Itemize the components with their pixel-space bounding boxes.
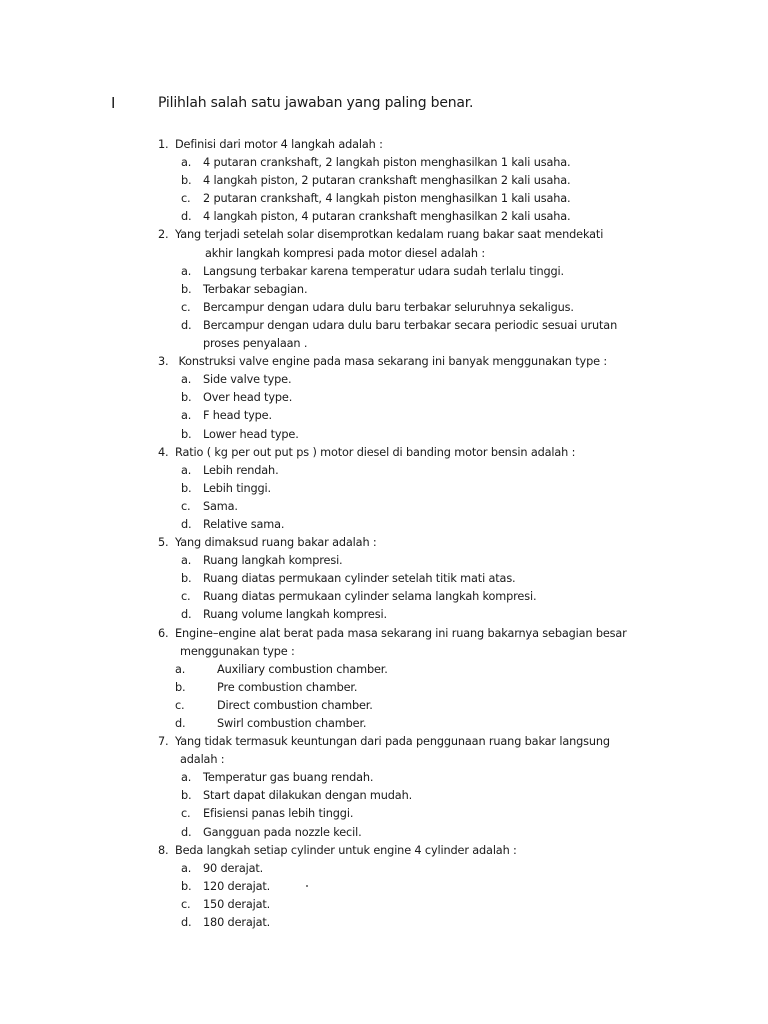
option-letter: d. xyxy=(181,318,192,332)
option-text: Lebih rendah. xyxy=(203,463,279,477)
option-text: Bercampur dengan udara dulu baru terbakar secara periodic sesuai urutan xyxy=(203,318,618,332)
section-number: I xyxy=(111,94,116,112)
option-letter: b. xyxy=(181,282,192,296)
answer-option xyxy=(158,208,718,226)
question-text: Definisi dari motor 4 langkah adalah : xyxy=(175,138,383,151)
option-letter: c. xyxy=(181,807,191,821)
question-number: 6. xyxy=(158,626,169,640)
answer-option xyxy=(158,715,718,733)
answer-option xyxy=(158,824,718,842)
option-text: 2 putaran crankshaft, 4 langkah piston menghasilkan 1 kali usaha. xyxy=(203,192,571,206)
question-text: Konstruksi valve engine pada masa sekarang ini banyak menggunakan type : xyxy=(175,355,607,369)
answer-option xyxy=(158,462,718,480)
question-text: Yang dimaksud ruang bakar adalah : xyxy=(175,536,377,550)
answer-option xyxy=(158,769,718,787)
option-text: Gangguan pada nozzle kecil. xyxy=(203,825,362,839)
question-number: 3. xyxy=(158,355,169,369)
question-item xyxy=(158,136,718,226)
option-text: 180 derajat. xyxy=(203,916,271,930)
option-letter: d. xyxy=(181,608,192,622)
question-list xyxy=(158,136,718,932)
question-number: 1. xyxy=(158,138,169,151)
option-letter: c. xyxy=(181,897,191,911)
option-text: Side valve type. xyxy=(203,373,292,387)
option-letter: b. xyxy=(175,680,186,694)
option-letter: b. xyxy=(181,879,192,893)
option-text: Bercampur dengan udara dulu baru terbakar seluruhnya sekaligus. xyxy=(203,300,574,314)
answer-option xyxy=(158,498,718,516)
question-text: Engine–engine alat berat pada masa sekarang ini ruang bakarnya sebagian besar xyxy=(175,626,627,640)
option-letter: d. xyxy=(181,210,192,224)
question-stem xyxy=(158,136,718,154)
option-text: Pre combustion chamber. xyxy=(217,680,358,694)
option-letter: c. xyxy=(175,698,185,712)
question-number: 8. xyxy=(158,843,169,857)
option-text: Direct combustion chamber. xyxy=(217,698,373,712)
option-text: 150 derajat. xyxy=(203,897,271,911)
option-text-continued: proses penyalaan . xyxy=(203,337,308,351)
answer-option xyxy=(158,154,718,172)
answer-option xyxy=(158,172,718,190)
option-text: Auxiliary combustion chamber. xyxy=(217,662,388,676)
answer-option xyxy=(158,516,718,534)
question-stem xyxy=(158,625,718,643)
option-text: 4 putaran crankshaft, 2 langkah piston menghasilkan 1 kali usaha. xyxy=(203,156,571,170)
option-letter: a. xyxy=(181,771,192,785)
option-letter: b. xyxy=(181,391,192,405)
question-item xyxy=(158,444,718,534)
question-item xyxy=(158,733,718,842)
option-text: Ruang langkah kompresi. xyxy=(203,554,343,568)
answer-option xyxy=(158,552,718,570)
option-text: Sama. xyxy=(203,499,238,513)
option-letter: a. xyxy=(181,554,192,568)
question-text: Ratio ( kg per out put ps ) motor diesel di banding motor bensin adalah : xyxy=(175,445,576,459)
question-item xyxy=(158,226,718,353)
question-stem xyxy=(158,444,718,462)
question-text-continued: akhir langkah kompresi pada motor diesel adalah : xyxy=(205,246,485,260)
question-text-continued: menggunakan type : xyxy=(180,644,295,658)
option-text: Lebih tinggi. xyxy=(203,481,271,495)
option-letter: d. xyxy=(181,517,192,531)
answer-option xyxy=(158,679,718,697)
option-text: Langsung terbakar karena temperatur udara sudah terlalu tinggi. xyxy=(203,264,564,278)
answer-option xyxy=(158,878,718,896)
answer-option xyxy=(158,317,718,335)
option-letter: d. xyxy=(181,825,192,839)
answer-option xyxy=(158,606,718,624)
option-text: Efisiensi panas lebih tinggi. xyxy=(203,807,354,821)
question-item xyxy=(158,625,718,734)
option-letter: c. xyxy=(181,192,191,206)
option-text: Ruang diatas permukaan cylinder selama langkah kompresi. xyxy=(203,590,537,604)
option-text: Over head type. xyxy=(203,391,293,405)
answer-option xyxy=(158,407,718,425)
option-letter: b. xyxy=(181,572,192,586)
option-letter: a. xyxy=(181,373,192,387)
option-letter: a. xyxy=(181,463,192,477)
answer-option xyxy=(158,805,718,823)
option-text: Lower head type. xyxy=(203,427,299,441)
option-text: 120 derajat. xyxy=(203,879,271,893)
question-item xyxy=(158,353,718,443)
answer-option xyxy=(158,697,718,715)
answer-option xyxy=(158,281,718,299)
option-letter: a. xyxy=(175,662,186,676)
answer-option xyxy=(158,190,718,208)
question-number: 7. xyxy=(158,735,169,749)
question-text: Yang terjadi setelah solar disemprotkan kedalam ruang bakar saat mendekati xyxy=(175,228,604,242)
option-letter: b. xyxy=(181,427,192,441)
question-text: Beda langkah setiap cylinder untuk engine 4 cylinder adalah : xyxy=(175,843,517,857)
option-text: Start dapat dilakukan dengan mudah. xyxy=(203,789,413,803)
option-text: Terbakar sebagian. xyxy=(203,282,308,296)
option-letter: a. xyxy=(181,264,192,278)
answer-option xyxy=(158,661,718,679)
option-letter: c. xyxy=(181,590,191,604)
option-text: Relative sama. xyxy=(203,517,285,531)
question-text: Yang tidak termasuk keuntungan dari pada penggunaan ruang bakar langsung xyxy=(175,735,610,749)
answer-option xyxy=(158,263,718,281)
option-text: Swirl combustion chamber. xyxy=(217,717,367,730)
option-text: Ruang diatas permukaan cylinder setelah titik mati atas. xyxy=(203,572,516,586)
option-letter: a. xyxy=(181,861,192,875)
question-stem xyxy=(158,226,718,244)
option-text: 4 langkah piston, 2 putaran crankshaft menghasilkan 2 kali usaha. xyxy=(203,174,571,188)
question-number: 5. xyxy=(158,536,169,550)
option-letter: b. xyxy=(181,789,192,803)
answer-option xyxy=(158,860,718,878)
answer-option xyxy=(158,896,718,914)
answer-option xyxy=(158,570,718,588)
answer-option xyxy=(158,480,718,498)
answer-option xyxy=(158,787,718,805)
question-stem xyxy=(158,842,718,860)
option-letter: a. xyxy=(181,156,192,170)
stray-dot-mark xyxy=(306,885,308,887)
question-stem xyxy=(158,534,718,552)
answer-option xyxy=(158,389,718,407)
option-letter: b. xyxy=(181,174,192,188)
option-letter: d. xyxy=(181,916,192,930)
answer-option xyxy=(158,426,718,444)
option-text: 4 langkah piston, 4 putaran crankshaft menghasilkan 2 kali usaha. xyxy=(203,210,571,224)
option-letter: a. xyxy=(181,409,192,423)
answer-option xyxy=(158,914,718,932)
option-letter: c. xyxy=(181,499,191,513)
question-number: 4. xyxy=(158,445,169,459)
section-instruction: Pilihlah salah satu jawaban yang paling benar. xyxy=(158,95,474,111)
option-letter: c. xyxy=(181,300,191,314)
question-item xyxy=(158,534,718,624)
option-letter: d. xyxy=(175,717,186,730)
answer-option xyxy=(158,371,718,389)
question-item xyxy=(158,842,718,932)
question-stem xyxy=(158,733,718,751)
question-text-continued: adalah : xyxy=(180,753,225,767)
option-text: F head type. xyxy=(203,409,272,423)
answer-option xyxy=(158,299,718,317)
option-text: Ruang volume langkah kompresi. xyxy=(203,608,387,622)
option-text: 90 derajat. xyxy=(203,861,264,875)
question-stem xyxy=(158,353,718,371)
option-letter: b. xyxy=(181,481,192,495)
question-number: 2. xyxy=(158,228,169,242)
option-text: Temperatur gas buang rendah. xyxy=(203,771,374,785)
answer-option xyxy=(158,588,718,606)
